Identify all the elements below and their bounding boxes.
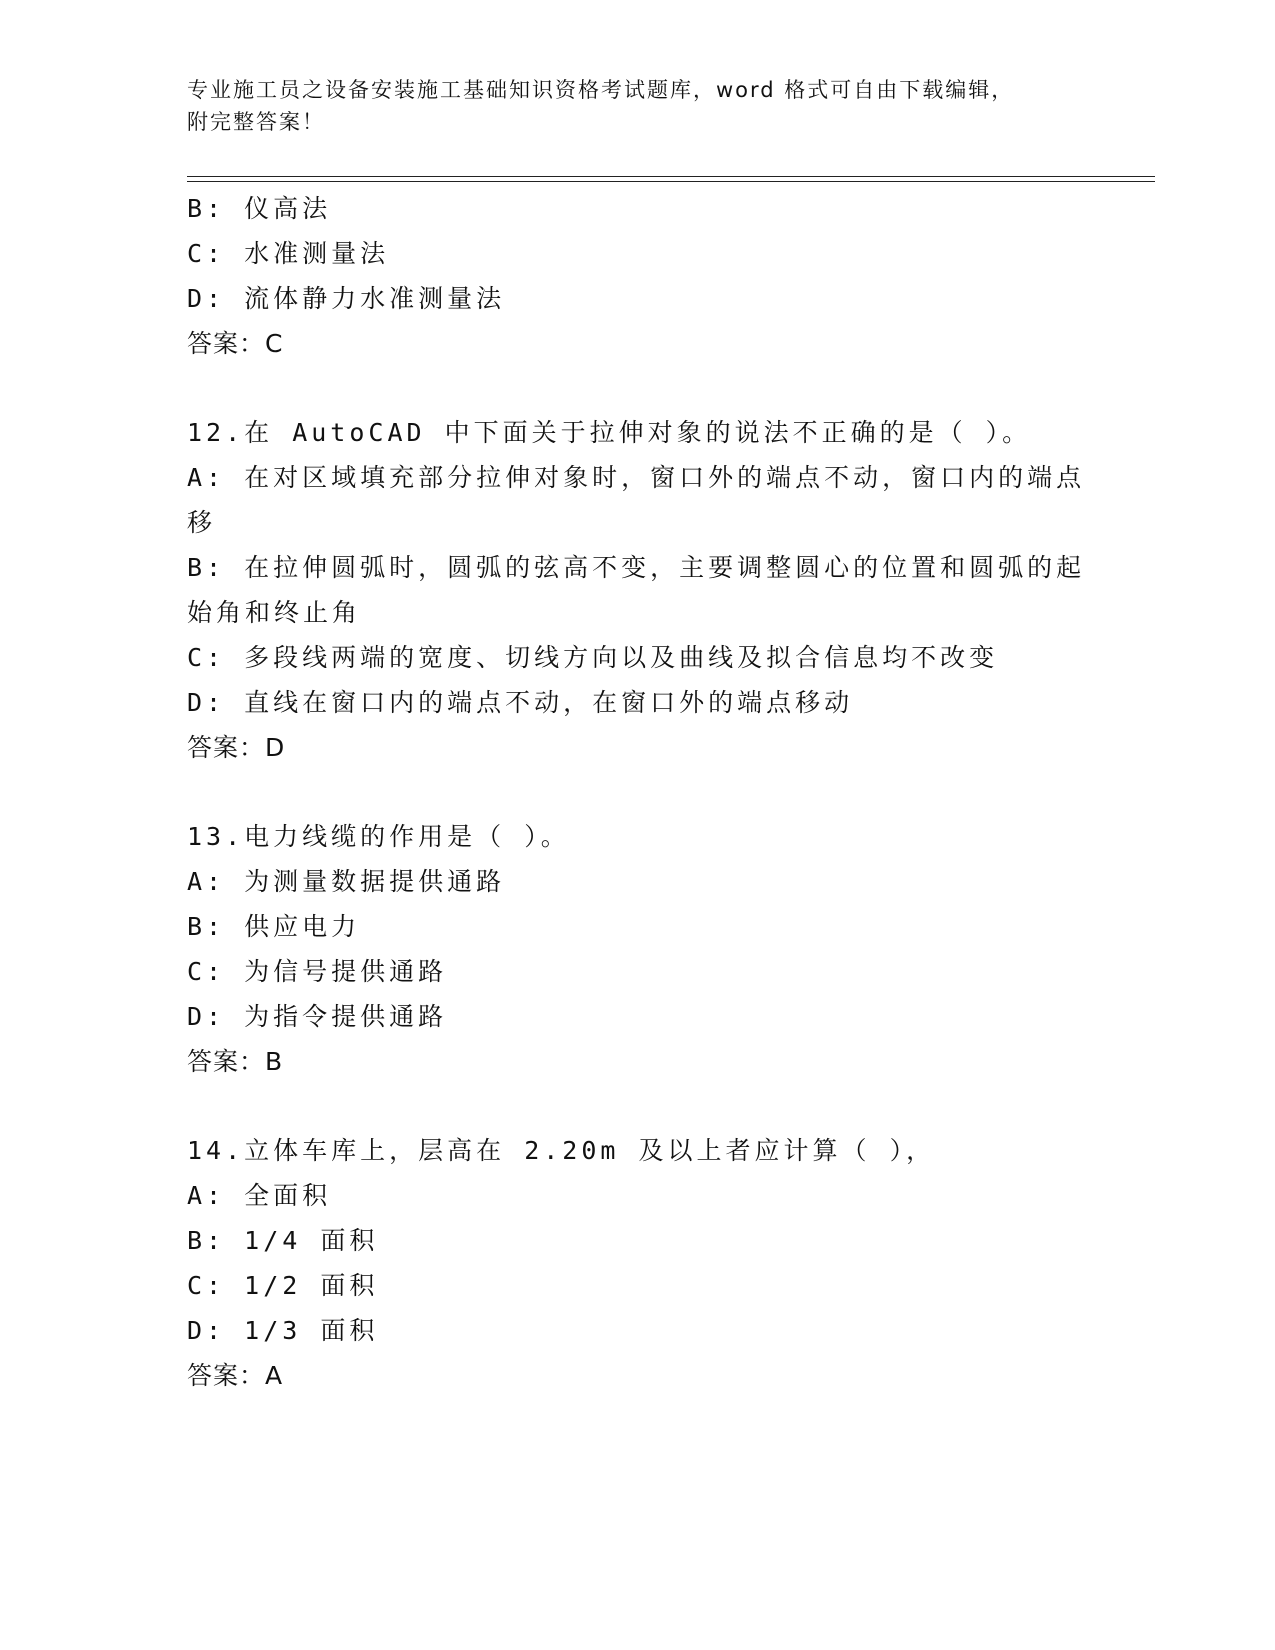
question-block-12 xyxy=(187,410,1087,770)
option-d: D: 流体静力水准测量法 xyxy=(187,284,506,313)
option-b: B: 在拉伸圆弧时，圆弧的弦高不变，主要调整圆心的位置和圆弧的起 xyxy=(187,553,1086,582)
option-c: C: 为信号提供通路 xyxy=(187,957,448,986)
question-stem: 12.在 AutoCAD 中下面关于拉伸对象的说法不正确的是（ ）。 xyxy=(187,418,1032,447)
previous-question-block xyxy=(187,186,1087,366)
question-block-14 xyxy=(187,1128,1087,1398)
answer-line: 答案：B xyxy=(187,1047,284,1076)
option-b: B: 供应电力 xyxy=(187,912,361,941)
question-list xyxy=(187,186,1087,1398)
header-line-2: 附完整答案！ xyxy=(187,110,325,134)
document-header xyxy=(187,74,1087,138)
header-divider-bottom xyxy=(187,181,1155,182)
option-a: A: 在对区域填充部分拉伸对象时，窗口外的端点不动，窗口内的端点 xyxy=(187,463,1086,492)
option-d: D: 为指令提供通路 xyxy=(187,1002,448,1031)
option-d: D: 直线在窗口内的端点不动，在窗口外的端点移动 xyxy=(187,688,854,717)
question-stem: 13.电力线缆的作用是（ ）。 xyxy=(187,822,570,851)
answer-line: 答案：A xyxy=(187,1361,284,1390)
option-c: C: 多段线两端的宽度、切线方向以及曲线及拟合信息均不改变 xyxy=(187,643,999,672)
option-b-continued: 始角和终止角 xyxy=(187,598,362,627)
question-block-13 xyxy=(187,814,1087,1084)
option-b: B: 1/4 面积 xyxy=(187,1226,379,1255)
option-b: B: 仪高法 xyxy=(187,194,332,223)
option-c: C: 水准测量法 xyxy=(187,239,390,268)
option-d: D: 1/3 面积 xyxy=(187,1316,379,1345)
answer-line: 答案：D xyxy=(187,733,286,762)
option-c: C: 1/2 面积 xyxy=(187,1271,379,1300)
header-divider-top xyxy=(187,176,1155,177)
option-a-continued: 移 xyxy=(187,508,217,537)
option-a: A: 全面积 xyxy=(187,1181,332,1210)
answer-line: 答案：C xyxy=(187,329,284,358)
question-stem: 14.立体车库上，层高在 2.20m 及以上者应计算（ ）， xyxy=(187,1136,936,1165)
option-a: A: 为测量数据提供通路 xyxy=(187,867,506,896)
header-line-1: 专业施工员之设备安装施工基础知识资格考试题库，word 格式可自由下载编辑， xyxy=(187,78,1015,102)
